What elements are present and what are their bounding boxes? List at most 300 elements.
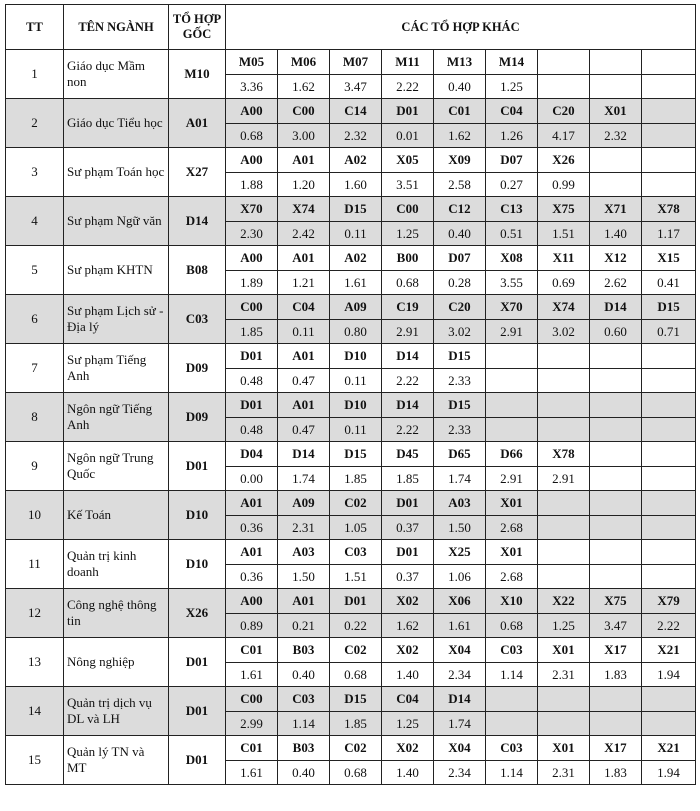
table-row — [6, 589, 696, 614]
combination-code: C19 — [382, 295, 434, 320]
combination-code — [590, 687, 642, 712]
score-offset: 1.74 — [434, 467, 486, 491]
combination-code: C02 — [330, 638, 382, 663]
table-row — [6, 197, 696, 222]
combination-code: A01 — [278, 589, 330, 614]
row-number: 15 — [6, 736, 64, 785]
score-offset: 0.47 — [278, 369, 330, 393]
score-offset: 1.83 — [590, 761, 642, 785]
score-offset: 2.31 — [278, 516, 330, 540]
combination-code: A00 — [226, 148, 278, 173]
table-row — [6, 736, 696, 761]
score-offset: 1.62 — [278, 75, 330, 99]
score-offset: 1.14 — [278, 712, 330, 736]
combination-code: X08 — [486, 246, 538, 271]
combination-code: A02 — [330, 246, 382, 271]
combination-code — [590, 540, 642, 565]
score-offset: 2.22 — [382, 75, 434, 99]
base-combination: D01 — [169, 442, 226, 491]
base-combination: D01 — [169, 736, 226, 785]
score-offset: 2.91 — [486, 320, 538, 344]
score-offset — [590, 565, 642, 589]
score-offset: 0.68 — [486, 614, 538, 638]
combination-code: D15 — [434, 393, 486, 418]
base-combination: D10 — [169, 540, 226, 589]
major-name: Quản lý TN và MT — [64, 736, 169, 785]
score-offset: 0.40 — [434, 75, 486, 99]
combination-code: C20 — [538, 99, 590, 124]
score-offset: 0.71 — [642, 320, 696, 344]
score-offset: 1.85 — [330, 712, 382, 736]
combination-code: B03 — [278, 736, 330, 761]
combination-code: C01 — [434, 99, 486, 124]
combination-code — [590, 442, 642, 467]
score-offset: 0.51 — [486, 222, 538, 246]
score-offset — [590, 467, 642, 491]
score-offset: 1.94 — [642, 761, 696, 785]
combination-code: D14 — [278, 442, 330, 467]
score-offset: 0.48 — [226, 418, 278, 442]
combination-code — [642, 393, 696, 418]
score-offset: 0.36 — [226, 565, 278, 589]
score-offset — [642, 173, 696, 197]
combination-code: D01 — [382, 540, 434, 565]
combination-code — [538, 344, 590, 369]
combination-code — [642, 442, 696, 467]
score-offset — [538, 516, 590, 540]
combination-code: D14 — [434, 687, 486, 712]
base-combination: D14 — [169, 197, 226, 246]
combination-code — [642, 540, 696, 565]
header-others: CÁC TỔ HỢP KHÁC — [226, 5, 696, 50]
combination-code: X22 — [538, 589, 590, 614]
combination-code — [590, 491, 642, 516]
row-number: 2 — [6, 99, 64, 148]
score-offset: 0.40 — [278, 761, 330, 785]
score-offset — [642, 75, 696, 99]
row-number: 13 — [6, 638, 64, 687]
combination-code: D66 — [486, 442, 538, 467]
combination-code — [642, 99, 696, 124]
score-offset — [642, 369, 696, 393]
score-offset: 1.85 — [330, 467, 382, 491]
combination-code: A01 — [226, 540, 278, 565]
combination-code: X12 — [590, 246, 642, 271]
table-row — [6, 393, 696, 418]
combination-code: C03 — [330, 540, 382, 565]
combination-code: D07 — [486, 148, 538, 173]
score-offset — [590, 516, 642, 540]
combination-code: C04 — [278, 295, 330, 320]
combination-code: D04 — [226, 442, 278, 467]
score-offset — [486, 418, 538, 442]
row-number: 7 — [6, 344, 64, 393]
combination-code: A01 — [278, 148, 330, 173]
base-combination: C03 — [169, 295, 226, 344]
score-offset: 1.62 — [434, 124, 486, 148]
row-number: 6 — [6, 295, 64, 344]
score-offset: 1.62 — [382, 614, 434, 638]
score-offset: 0.41 — [642, 271, 696, 295]
score-offset: 0.89 — [226, 614, 278, 638]
score-offset — [538, 418, 590, 442]
table-row — [6, 491, 696, 516]
combination-code: A09 — [278, 491, 330, 516]
score-offset: 1.61 — [226, 761, 278, 785]
major-name: Ngôn ngữ Trung Quốc — [64, 442, 169, 491]
combination-code: D07 — [434, 246, 486, 271]
combination-code: D10 — [330, 344, 382, 369]
score-offset: 2.33 — [434, 369, 486, 393]
combination-code — [538, 540, 590, 565]
table-row — [6, 99, 696, 124]
combination-code: X06 — [434, 589, 486, 614]
header-base: TỔ HỢP GỐC — [169, 5, 226, 50]
score-offset: 1.94 — [642, 663, 696, 687]
score-offset: 0.80 — [330, 320, 382, 344]
combination-code: X17 — [590, 736, 642, 761]
score-offset: 2.68 — [486, 565, 538, 589]
combination-code: X10 — [486, 589, 538, 614]
combination-code: X01 — [486, 491, 538, 516]
combination-code: D15 — [642, 295, 696, 320]
combination-code: X02 — [382, 638, 434, 663]
combination-code: X04 — [434, 736, 486, 761]
combination-code: X78 — [642, 197, 696, 222]
score-offset — [538, 75, 590, 99]
combination-code: X11 — [538, 246, 590, 271]
score-offset: 1.51 — [538, 222, 590, 246]
combination-code: C00 — [278, 99, 330, 124]
score-offset: 3.51 — [382, 173, 434, 197]
score-offset: 2.33 — [434, 418, 486, 442]
combination-code — [538, 491, 590, 516]
combination-code — [538, 50, 590, 75]
table-body — [6, 50, 696, 785]
combination-code: C13 — [486, 197, 538, 222]
row-number: 10 — [6, 491, 64, 540]
major-name: Sư phạm Ngữ văn — [64, 197, 169, 246]
score-offset — [642, 565, 696, 589]
base-combination: D01 — [169, 638, 226, 687]
combination-code — [538, 393, 590, 418]
score-offset: 2.68 — [486, 516, 538, 540]
combination-code: X01 — [538, 638, 590, 663]
base-combination: D09 — [169, 393, 226, 442]
row-number: 11 — [6, 540, 64, 589]
combination-code: A01 — [226, 491, 278, 516]
combination-code: M11 — [382, 50, 434, 75]
score-offset: 1.51 — [330, 565, 382, 589]
combination-code: X01 — [590, 99, 642, 124]
score-offset: 2.34 — [434, 761, 486, 785]
combination-code — [486, 344, 538, 369]
combination-code — [590, 148, 642, 173]
combination-code: D14 — [382, 344, 434, 369]
combination-code: D01 — [382, 491, 434, 516]
score-offset: 0.40 — [278, 663, 330, 687]
combination-code: D15 — [330, 687, 382, 712]
score-offset — [642, 467, 696, 491]
major-name: Công nghệ thông tin — [64, 589, 169, 638]
score-offset: 2.99 — [226, 712, 278, 736]
combination-code: C01 — [226, 638, 278, 663]
score-offset: 0.11 — [330, 369, 382, 393]
score-offset: 1.26 — [486, 124, 538, 148]
combination-code: X75 — [590, 589, 642, 614]
score-offset: 2.91 — [538, 467, 590, 491]
table-row — [6, 540, 696, 565]
score-offset: 0.68 — [330, 761, 382, 785]
combination-code: X70 — [226, 197, 278, 222]
header-row — [6, 5, 696, 50]
combination-code: D15 — [434, 344, 486, 369]
score-offset: 0.68 — [330, 663, 382, 687]
score-offset — [642, 124, 696, 148]
score-offset: 0.37 — [382, 516, 434, 540]
combination-code: A02 — [330, 148, 382, 173]
score-offset: 0.11 — [278, 320, 330, 344]
table-row — [6, 246, 696, 271]
combination-code: C02 — [330, 491, 382, 516]
row-number: 12 — [6, 589, 64, 638]
combination-code: X17 — [590, 638, 642, 663]
combination-code: C03 — [278, 687, 330, 712]
combination-code — [590, 50, 642, 75]
score-offset: 2.31 — [538, 761, 590, 785]
score-offset: 2.32 — [330, 124, 382, 148]
score-offset: 0.60 — [590, 320, 642, 344]
score-offset: 1.25 — [382, 222, 434, 246]
score-offset: 0.21 — [278, 614, 330, 638]
combination-code — [590, 344, 642, 369]
combination-code: D01 — [226, 344, 278, 369]
row-number: 8 — [6, 393, 64, 442]
combination-code: X71 — [590, 197, 642, 222]
score-offset: 0.47 — [278, 418, 330, 442]
combination-code: M06 — [278, 50, 330, 75]
header-name: TÊN NGÀNH — [64, 5, 169, 50]
score-offset — [642, 516, 696, 540]
combination-code: X09 — [434, 148, 486, 173]
score-offset — [538, 565, 590, 589]
combination-code: X01 — [538, 736, 590, 761]
score-offset: 2.34 — [434, 663, 486, 687]
score-offset: 1.88 — [226, 173, 278, 197]
score-offset: 2.42 — [278, 222, 330, 246]
major-name: Ngôn ngữ Tiếng Anh — [64, 393, 169, 442]
combination-code: C14 — [330, 99, 382, 124]
score-offset: 2.31 — [538, 663, 590, 687]
combination-code: A09 — [330, 295, 382, 320]
major-name: Sư phạm KHTN — [64, 246, 169, 295]
combination-code: X75 — [538, 197, 590, 222]
score-offset: 3.55 — [486, 271, 538, 295]
table-row — [6, 148, 696, 173]
score-offset: 1.25 — [538, 614, 590, 638]
score-offset: 0.68 — [226, 124, 278, 148]
score-offset: 1.05 — [330, 516, 382, 540]
combination-code: B00 — [382, 246, 434, 271]
row-number: 1 — [6, 50, 64, 99]
score-offset: 1.40 — [382, 761, 434, 785]
combination-code: X04 — [434, 638, 486, 663]
combination-code: D01 — [226, 393, 278, 418]
combination-code — [642, 50, 696, 75]
score-offset: 0.69 — [538, 271, 590, 295]
combination-code: X74 — [538, 295, 590, 320]
score-offset — [486, 369, 538, 393]
combination-code: C12 — [434, 197, 486, 222]
score-offset: 0.99 — [538, 173, 590, 197]
combination-code: X15 — [642, 246, 696, 271]
combination-code: X21 — [642, 638, 696, 663]
combination-code: D15 — [330, 442, 382, 467]
score-offset: 1.85 — [226, 320, 278, 344]
combination-code — [486, 393, 538, 418]
combination-code — [642, 687, 696, 712]
base-combination: D01 — [169, 687, 226, 736]
score-offset: 0.11 — [330, 418, 382, 442]
score-offset: 1.61 — [434, 614, 486, 638]
score-offset: 2.22 — [642, 614, 696, 638]
table-row — [6, 442, 696, 467]
score-offset — [590, 418, 642, 442]
score-offset: 3.36 — [226, 75, 278, 99]
combination-code: A01 — [278, 246, 330, 271]
row-number: 9 — [6, 442, 64, 491]
score-offset — [538, 369, 590, 393]
combination-code: X70 — [486, 295, 538, 320]
base-combination: X26 — [169, 589, 226, 638]
score-offset: 1.83 — [590, 663, 642, 687]
score-offset: 1.61 — [226, 663, 278, 687]
combination-code: A01 — [278, 393, 330, 418]
combination-code: M14 — [486, 50, 538, 75]
table-row — [6, 687, 696, 712]
row-number: 4 — [6, 197, 64, 246]
score-offset: 1.50 — [278, 565, 330, 589]
score-offset: 0.22 — [330, 614, 382, 638]
score-offset: 0.01 — [382, 124, 434, 148]
combination-code: D01 — [382, 99, 434, 124]
score-offset: 1.60 — [330, 173, 382, 197]
combination-code: M13 — [434, 50, 486, 75]
combination-code: C02 — [330, 736, 382, 761]
admission-combination-table — [5, 4, 696, 785]
score-offset — [642, 712, 696, 736]
combination-code: X02 — [382, 736, 434, 761]
combination-code: A00 — [226, 99, 278, 124]
combination-code: X78 — [538, 442, 590, 467]
score-offset: 0.28 — [434, 271, 486, 295]
combination-code: C20 — [434, 295, 486, 320]
combination-code: A01 — [278, 344, 330, 369]
score-offset — [642, 418, 696, 442]
combination-code — [642, 344, 696, 369]
header-tt: TT — [6, 5, 64, 50]
score-offset: 1.25 — [486, 75, 538, 99]
combination-code: C03 — [486, 736, 538, 761]
base-combination: B08 — [169, 246, 226, 295]
score-offset: 2.30 — [226, 222, 278, 246]
score-offset: 0.68 — [382, 271, 434, 295]
major-name: Giáo dục Tiểu học — [64, 99, 169, 148]
base-combination: D10 — [169, 491, 226, 540]
score-offset: 1.06 — [434, 565, 486, 589]
score-offset: 1.50 — [434, 516, 486, 540]
score-offset: 2.62 — [590, 271, 642, 295]
table-row — [6, 50, 696, 75]
combination-code: X26 — [538, 148, 590, 173]
combination-code: C00 — [226, 295, 278, 320]
score-offset: 3.02 — [434, 320, 486, 344]
row-number: 5 — [6, 246, 64, 295]
score-offset: 1.74 — [434, 712, 486, 736]
score-offset: 0.00 — [226, 467, 278, 491]
score-offset: 1.74 — [278, 467, 330, 491]
major-name: Sư phạm Lịch sử - Địa lý — [64, 295, 169, 344]
combination-code: X79 — [642, 589, 696, 614]
major-name: Sư phạm Toán học — [64, 148, 169, 197]
combination-code — [590, 393, 642, 418]
combination-code: A03 — [278, 540, 330, 565]
combination-code: X21 — [642, 736, 696, 761]
combination-code: C04 — [486, 99, 538, 124]
combination-code — [486, 687, 538, 712]
combination-code: A03 — [434, 491, 486, 516]
score-offset — [590, 369, 642, 393]
score-offset — [538, 712, 590, 736]
score-offset: 1.14 — [486, 761, 538, 785]
combination-code: C04 — [382, 687, 434, 712]
score-offset — [590, 173, 642, 197]
base-combination: D09 — [169, 344, 226, 393]
combination-code: X01 — [486, 540, 538, 565]
combination-code: X74 — [278, 197, 330, 222]
combination-code: D15 — [330, 197, 382, 222]
major-name: Quản trị dịch vụ DL và LH — [64, 687, 169, 736]
combination-code: M05 — [226, 50, 278, 75]
combination-code: D65 — [434, 442, 486, 467]
score-offset — [486, 712, 538, 736]
combination-code: C01 — [226, 736, 278, 761]
combination-code: D45 — [382, 442, 434, 467]
score-offset: 4.17 — [538, 124, 590, 148]
combination-code: A00 — [226, 589, 278, 614]
base-combination: A01 — [169, 99, 226, 148]
score-offset: 0.40 — [434, 222, 486, 246]
combination-code: A00 — [226, 246, 278, 271]
score-offset: 1.61 — [330, 271, 382, 295]
combination-code: C00 — [226, 687, 278, 712]
major-name: Giáo dục Mầm non — [64, 50, 169, 99]
score-offset: 0.27 — [486, 173, 538, 197]
combination-code: C00 — [382, 197, 434, 222]
score-offset: 2.91 — [486, 467, 538, 491]
row-number: 14 — [6, 687, 64, 736]
combination-code: X02 — [382, 589, 434, 614]
combination-code: B03 — [278, 638, 330, 663]
score-offset — [590, 712, 642, 736]
combination-code: D14 — [382, 393, 434, 418]
table-row — [6, 638, 696, 663]
combination-code: X25 — [434, 540, 486, 565]
table-row — [6, 344, 696, 369]
combination-code: D14 — [590, 295, 642, 320]
score-offset: 2.58 — [434, 173, 486, 197]
combination-code: D10 — [330, 393, 382, 418]
